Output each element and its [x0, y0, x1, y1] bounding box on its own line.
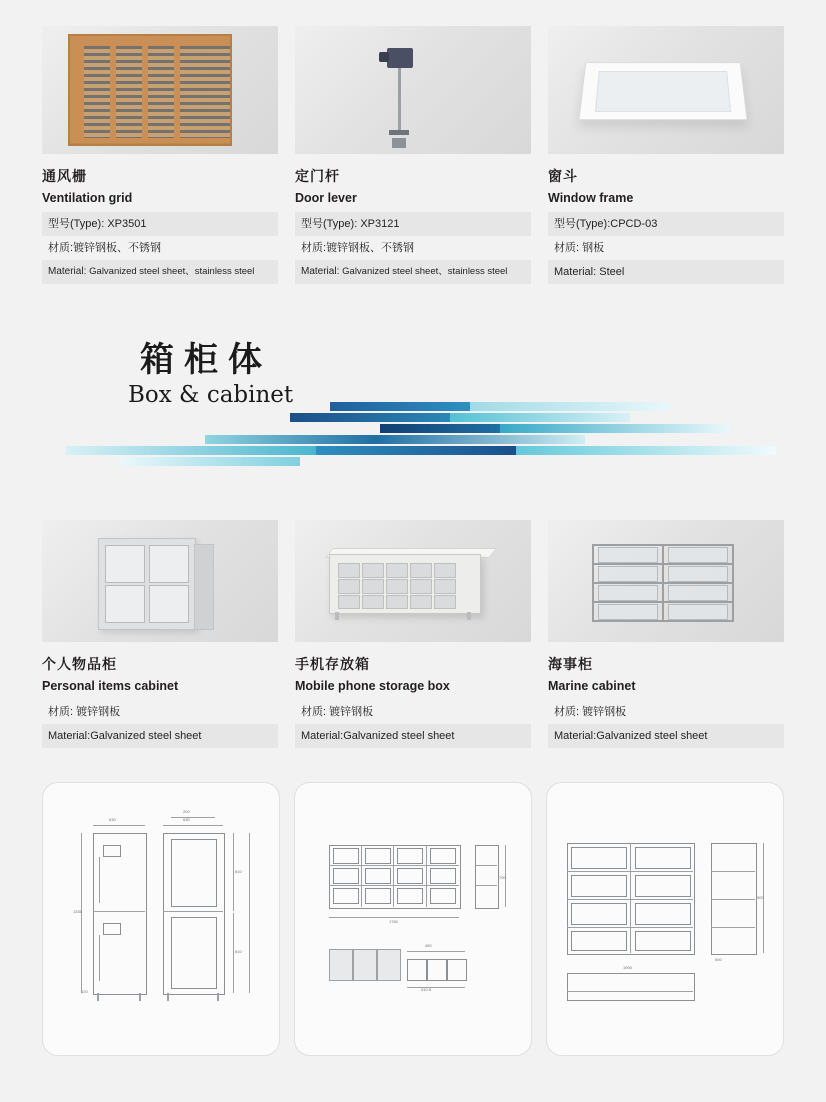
product-type-row: 型号(Type): XP3501	[42, 212, 278, 236]
dim-label: 1335	[73, 909, 82, 914]
material-cn-value: 钢板	[582, 242, 605, 254]
product-material-en-row: Material: Steel	[548, 260, 784, 284]
dim-label: 1900	[623, 965, 632, 970]
cabinet-name-cn: 手机存放箱	[295, 656, 370, 672]
mobile-phone-storage-box-photo	[295, 520, 531, 642]
cabinet-name-cn: 个人物品柜	[42, 656, 117, 672]
dim-label: 120	[81, 989, 88, 994]
dim-label: 500	[715, 957, 722, 962]
product-card-personal-items-cabinet	[42, 520, 278, 748]
decorative-stripes	[0, 402, 826, 462]
material-cn-value: 镀锌钢板、不锈钢	[73, 242, 162, 254]
material-en-label: Material	[301, 266, 337, 277]
product-card-ventilation-grid	[42, 26, 278, 284]
dim-label: 310.5	[421, 987, 432, 992]
type-value: XP3501	[107, 218, 147, 230]
product-card-marine-cabinet	[548, 520, 784, 748]
cabinet-name-en: Personal items cabinet	[42, 679, 179, 693]
product-type-row: 型号(Type): XP3121	[295, 212, 531, 236]
personal-items-cabinet-drawing	[42, 782, 280, 1056]
dim-label: 630	[109, 817, 116, 822]
material-cn-value: 镀锌钢板	[329, 706, 374, 718]
material-cn-label: 材质	[48, 242, 70, 254]
dim-label: 200	[183, 809, 190, 814]
cabinet-material-en-row: Material:Galvanized steel sheet	[42, 724, 278, 748]
personal-items-cabinet-photo	[42, 520, 278, 642]
material-cn-label: 材质	[301, 706, 323, 718]
material-en-value: Galvanized steel sheet	[90, 730, 202, 742]
product-name-en: Door lever	[295, 191, 357, 205]
cabinet-material-cn-row: 材质: 镀锌钢板	[48, 706, 121, 718]
lever-rod-shape	[398, 68, 401, 134]
section-banner	[0, 320, 826, 480]
material-cn-value: 镀锌钢板	[582, 706, 627, 718]
material-en-value: Galvanized steel sheet、stainless steel	[89, 266, 255, 277]
dim-label: 450	[425, 943, 432, 948]
type-value: CPCD-03	[610, 218, 658, 230]
dim-label: 610	[235, 869, 242, 874]
lever-base-shape	[392, 138, 406, 148]
material-en-value: Steel	[599, 266, 625, 278]
window-frame-shape	[578, 62, 747, 120]
dim-label: 1760	[389, 919, 398, 924]
cabinet-material-cn-row: 材质: 镀锌钢板	[554, 706, 627, 718]
product-card-window-frame	[548, 26, 784, 284]
material-en-value: Galvanized steel sheet	[596, 730, 708, 742]
marine-cabinet-drawing	[546, 782, 784, 1056]
cabinet-material-en-row: Material:Galvanized steel sheet	[548, 724, 784, 748]
product-material-cn-row: 材质:镀锌钢板、不锈钢	[48, 242, 162, 254]
technical-drawing-row	[42, 782, 784, 1056]
type-value: XP3121	[360, 218, 400, 230]
cabinet-name-en: Mobile phone storage box	[295, 679, 450, 693]
dim-label: 900	[757, 895, 764, 900]
material-cn-value: 镀锌钢板、不锈钢	[326, 242, 415, 254]
marine-cabinet-shape	[592, 544, 734, 622]
material-en-value: Galvanized steel sheet	[343, 730, 455, 742]
material-en-label: Material	[301, 730, 341, 742]
product-name-en: Ventilation grid	[42, 191, 133, 205]
door-lever-photo	[295, 26, 531, 154]
section-title-en: Box & cabinet	[128, 382, 294, 408]
marine-cabinet-photo	[548, 520, 784, 642]
dim-label: 610	[235, 949, 242, 954]
product-type-row: 型号(Type):CPCD-03	[548, 212, 784, 236]
product-material-en-row: Material: Galvanized steel sheet、stainless steel	[42, 260, 278, 284]
window-frame-photo	[548, 26, 784, 154]
product-name-cn: 定门杆	[295, 168, 340, 184]
lever-head-shape	[387, 48, 413, 68]
dim-label: 700	[499, 875, 506, 880]
type-label: 型号(Type)	[554, 218, 608, 230]
box-body-shape	[329, 554, 481, 614]
cabinet-material-en-row: Material:Galvanized steel sheet	[295, 724, 531, 748]
material-cn-label: 材质	[554, 242, 576, 254]
material-en-value: Galvanized steel sheet、stainless steel	[342, 266, 508, 277]
cabinet-name-cn: 海事柜	[548, 656, 593, 672]
product-name-cn: 窗斗	[548, 168, 578, 184]
dim-label: 630	[183, 817, 190, 822]
material-cn-label: 材质	[301, 242, 323, 254]
product-material-en-row: Material: Galvanized steel sheet、stainless steel	[295, 260, 531, 284]
section-title-cn: 箱柜体	[140, 340, 272, 380]
material-cn-value: 镀锌钢板	[76, 706, 121, 718]
ventilation-grid-photo	[42, 26, 278, 154]
type-label: 型号(Type)	[301, 218, 355, 230]
product-name-cn: 通风栅	[42, 168, 87, 184]
cabinet-body-shape	[98, 538, 196, 630]
material-en-label: Material	[48, 266, 84, 277]
lever-foot-shape	[389, 130, 409, 135]
cabinet-material-cn-row: 材质: 镀锌钢板	[301, 706, 374, 718]
product-card-door-lever	[295, 26, 531, 284]
product-material-cn-row: 材质:镀锌钢板、不锈钢	[301, 242, 415, 254]
material-cn-label: 材质	[554, 706, 576, 718]
product-card-mobile-phone-storage-box	[295, 520, 531, 748]
cabinet-name-en: Marine cabinet	[548, 679, 636, 693]
type-label: 型号(Type)	[48, 218, 102, 230]
material-en-label: Material	[554, 730, 594, 742]
material-en-label: Material	[48, 730, 88, 742]
cabinet-side-shape	[194, 544, 214, 630]
material-en-label: Material	[554, 266, 594, 278]
product-name-en: Window frame	[548, 191, 634, 205]
product-material-cn-row: 材质: 钢板	[554, 242, 605, 254]
material-cn-label: 材质	[48, 706, 70, 718]
mobile-phone-storage-box-drawing	[294, 782, 532, 1056]
cabinet-product-row	[42, 520, 784, 748]
top-product-row	[42, 26, 784, 284]
vent-panel-shape	[68, 34, 232, 146]
